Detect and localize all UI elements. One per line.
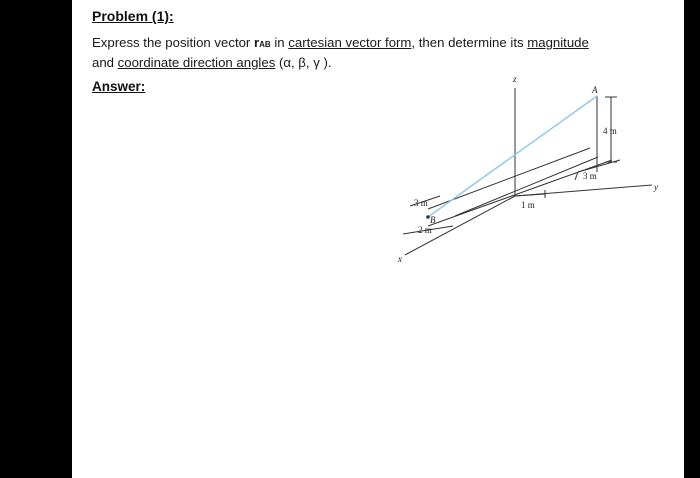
dimension-1m-label: 1 m <box>521 200 535 210</box>
cartesian-vector-form-text: cartesian vector form <box>288 35 412 50</box>
coordinate-direction-angles-text: coordinate direction angles <box>117 55 276 70</box>
dimension-3m-right-label: 3 m <box>583 171 597 181</box>
statement-text-5: (α, β, γ ). <box>275 55 332 70</box>
point-b-label: B <box>430 215 436 225</box>
vector-subscript-ab: AB <box>259 40 271 49</box>
dimension-2m-label: 2 m <box>418 225 432 235</box>
statement-text-2: in <box>270 35 289 50</box>
dimension-3m-left-label: 3 m <box>414 198 428 208</box>
vector-r-symbol: r <box>254 35 260 50</box>
answer-label: Answer: <box>92 79 146 94</box>
problem-title: Problem (1): <box>92 8 174 24</box>
dimension-4m-label: 4 m <box>603 126 617 136</box>
statement-text-4: and <box>92 55 118 70</box>
statement-text-1: Express the position vector <box>92 35 254 50</box>
y-axis-label: y <box>654 182 658 192</box>
magnitude-text: magnitude <box>527 35 589 50</box>
statement-text-3: , then determine its <box>411 35 528 50</box>
vector-rab-line <box>428 96 597 217</box>
z-axis-label: z <box>513 74 517 84</box>
point-a-label: A <box>592 85 598 95</box>
x-axis-label: x <box>398 254 402 264</box>
